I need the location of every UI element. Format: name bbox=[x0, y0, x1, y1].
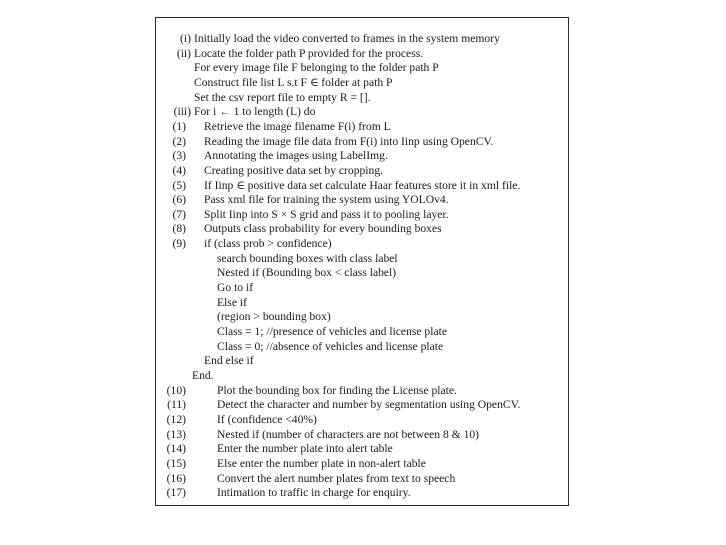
algorithm-line bbox=[156, 47, 568, 62]
algorithm-line bbox=[156, 135, 568, 150]
algorithm-line bbox=[156, 457, 568, 472]
step-text: If Iinp ∈ positive data set calculate Haar features store it in xml file. bbox=[204, 178, 521, 192]
step-label: (4) bbox=[172, 163, 186, 177]
step-label: (6) bbox=[172, 193, 186, 207]
step-label: (1) bbox=[172, 119, 186, 133]
step-text: Outputs class probability for every bounding boxes bbox=[204, 222, 442, 236]
step-text: Detect the character and number by segmentation using OpenCV. bbox=[217, 398, 521, 412]
algorithm-line bbox=[156, 164, 568, 179]
algorithm-line bbox=[156, 472, 568, 487]
algorithm-line bbox=[156, 193, 568, 208]
step-text: Retrieve the image filename F(i) from L bbox=[204, 119, 391, 133]
algorithm-line bbox=[156, 428, 568, 443]
algorithm-line bbox=[156, 354, 568, 369]
algorithm-line bbox=[156, 281, 568, 296]
step-text: Nested if (number of characters are not between 8 & 10) bbox=[217, 427, 480, 441]
step-label: (16) bbox=[166, 471, 186, 485]
step-label: (i) bbox=[180, 32, 191, 45]
step-label: (3) bbox=[172, 149, 186, 163]
algorithm-line bbox=[156, 266, 568, 281]
algorithm-line bbox=[156, 222, 568, 237]
algorithm-line bbox=[156, 340, 568, 355]
step-label: (15) bbox=[166, 456, 186, 470]
algorithm-line bbox=[156, 296, 568, 311]
step-label: (iii) bbox=[173, 105, 191, 119]
step-label: (13) bbox=[166, 427, 186, 441]
step-label: (12) bbox=[166, 412, 186, 426]
algorithm-line bbox=[156, 91, 568, 106]
step-label: (10) bbox=[166, 383, 186, 397]
algorithm-line bbox=[156, 105, 568, 120]
algorithm-line bbox=[156, 325, 568, 340]
step-text: search bounding boxes with class label bbox=[217, 251, 398, 265]
algorithm-line bbox=[156, 32, 568, 47]
algorithm-line bbox=[156, 384, 568, 399]
step-text: Creating positive data set by cropping. bbox=[204, 163, 384, 177]
step-text: If (confidence <40%) bbox=[217, 412, 317, 426]
step-text: Class = 0; //absence of vehicles and license plate bbox=[217, 339, 444, 353]
step-text: Class = 1; //presence of vehicles and license plate bbox=[217, 325, 447, 338]
step-text: Pass xml file for training the system using YOLOv4. bbox=[204, 193, 449, 207]
step-text: Set the csv report file to empty R = []. bbox=[194, 90, 371, 104]
step-text: Annotating the images using LabelImg. bbox=[204, 149, 388, 163]
algorithm-line bbox=[156, 442, 568, 457]
step-text: End. bbox=[192, 368, 214, 382]
step-text: End else if bbox=[204, 354, 254, 368]
step-text: Enter the number plate into alert table bbox=[217, 442, 393, 456]
step-label: (7) bbox=[172, 207, 186, 221]
step-text: Nested if (Bounding box < class label) bbox=[217, 266, 397, 280]
step-text: Plot the bounding box for finding the License plate. bbox=[217, 383, 457, 397]
step-text: Else enter the number plate in non-alert table bbox=[217, 456, 426, 470]
step-label: (17) bbox=[166, 486, 186, 500]
step-label: (9) bbox=[172, 237, 186, 251]
step-label: (2) bbox=[172, 134, 186, 148]
step-label: (8) bbox=[172, 222, 186, 236]
step-text: Initially load the video converted to frames in the system memory bbox=[194, 32, 500, 45]
step-text: Reading the image file data from F(i) into Iinp using OpenCV. bbox=[204, 134, 494, 148]
step-text: For i ← 1 to length (L) do bbox=[194, 105, 316, 119]
step-text: Convert the alert number plates from text to speech bbox=[217, 471, 456, 485]
step-label: (11) bbox=[167, 398, 186, 412]
step-text: Intimation to traffic in charge for enquiry. bbox=[217, 486, 411, 500]
algorithm-line bbox=[156, 76, 568, 91]
algorithm-line bbox=[156, 369, 568, 384]
algorithm-line bbox=[156, 208, 568, 223]
algorithm-box bbox=[155, 17, 569, 506]
step-text: Construct file list L s.t F ∈ folder at path P bbox=[194, 75, 393, 89]
algorithm-line bbox=[156, 149, 568, 164]
algorithm-line bbox=[156, 310, 568, 325]
step-text: Split Iinp into S × S grid and pass it to pooling layer. bbox=[204, 207, 449, 221]
algorithm-line bbox=[156, 237, 568, 252]
algorithm-line bbox=[156, 252, 568, 267]
step-label: (5) bbox=[172, 178, 186, 192]
step-text: Go to if bbox=[217, 281, 254, 295]
algorithm-line bbox=[156, 398, 568, 413]
step-text: (region > bounding box) bbox=[217, 310, 331, 324]
step-label: (ii) bbox=[176, 46, 191, 60]
algorithm-line bbox=[156, 179, 568, 194]
algorithm-line bbox=[156, 61, 568, 76]
step-label: (14) bbox=[166, 442, 186, 456]
step-text: For every image file F belonging to the folder path P bbox=[194, 61, 439, 75]
algorithm-line bbox=[156, 413, 568, 428]
algorithm-line bbox=[156, 120, 568, 135]
algorithm-line bbox=[156, 486, 568, 501]
step-text: Locate the folder path P provided for the process. bbox=[194, 46, 424, 60]
step-text: if (class prob > confidence) bbox=[204, 237, 332, 251]
step-text: Else if bbox=[217, 295, 247, 309]
